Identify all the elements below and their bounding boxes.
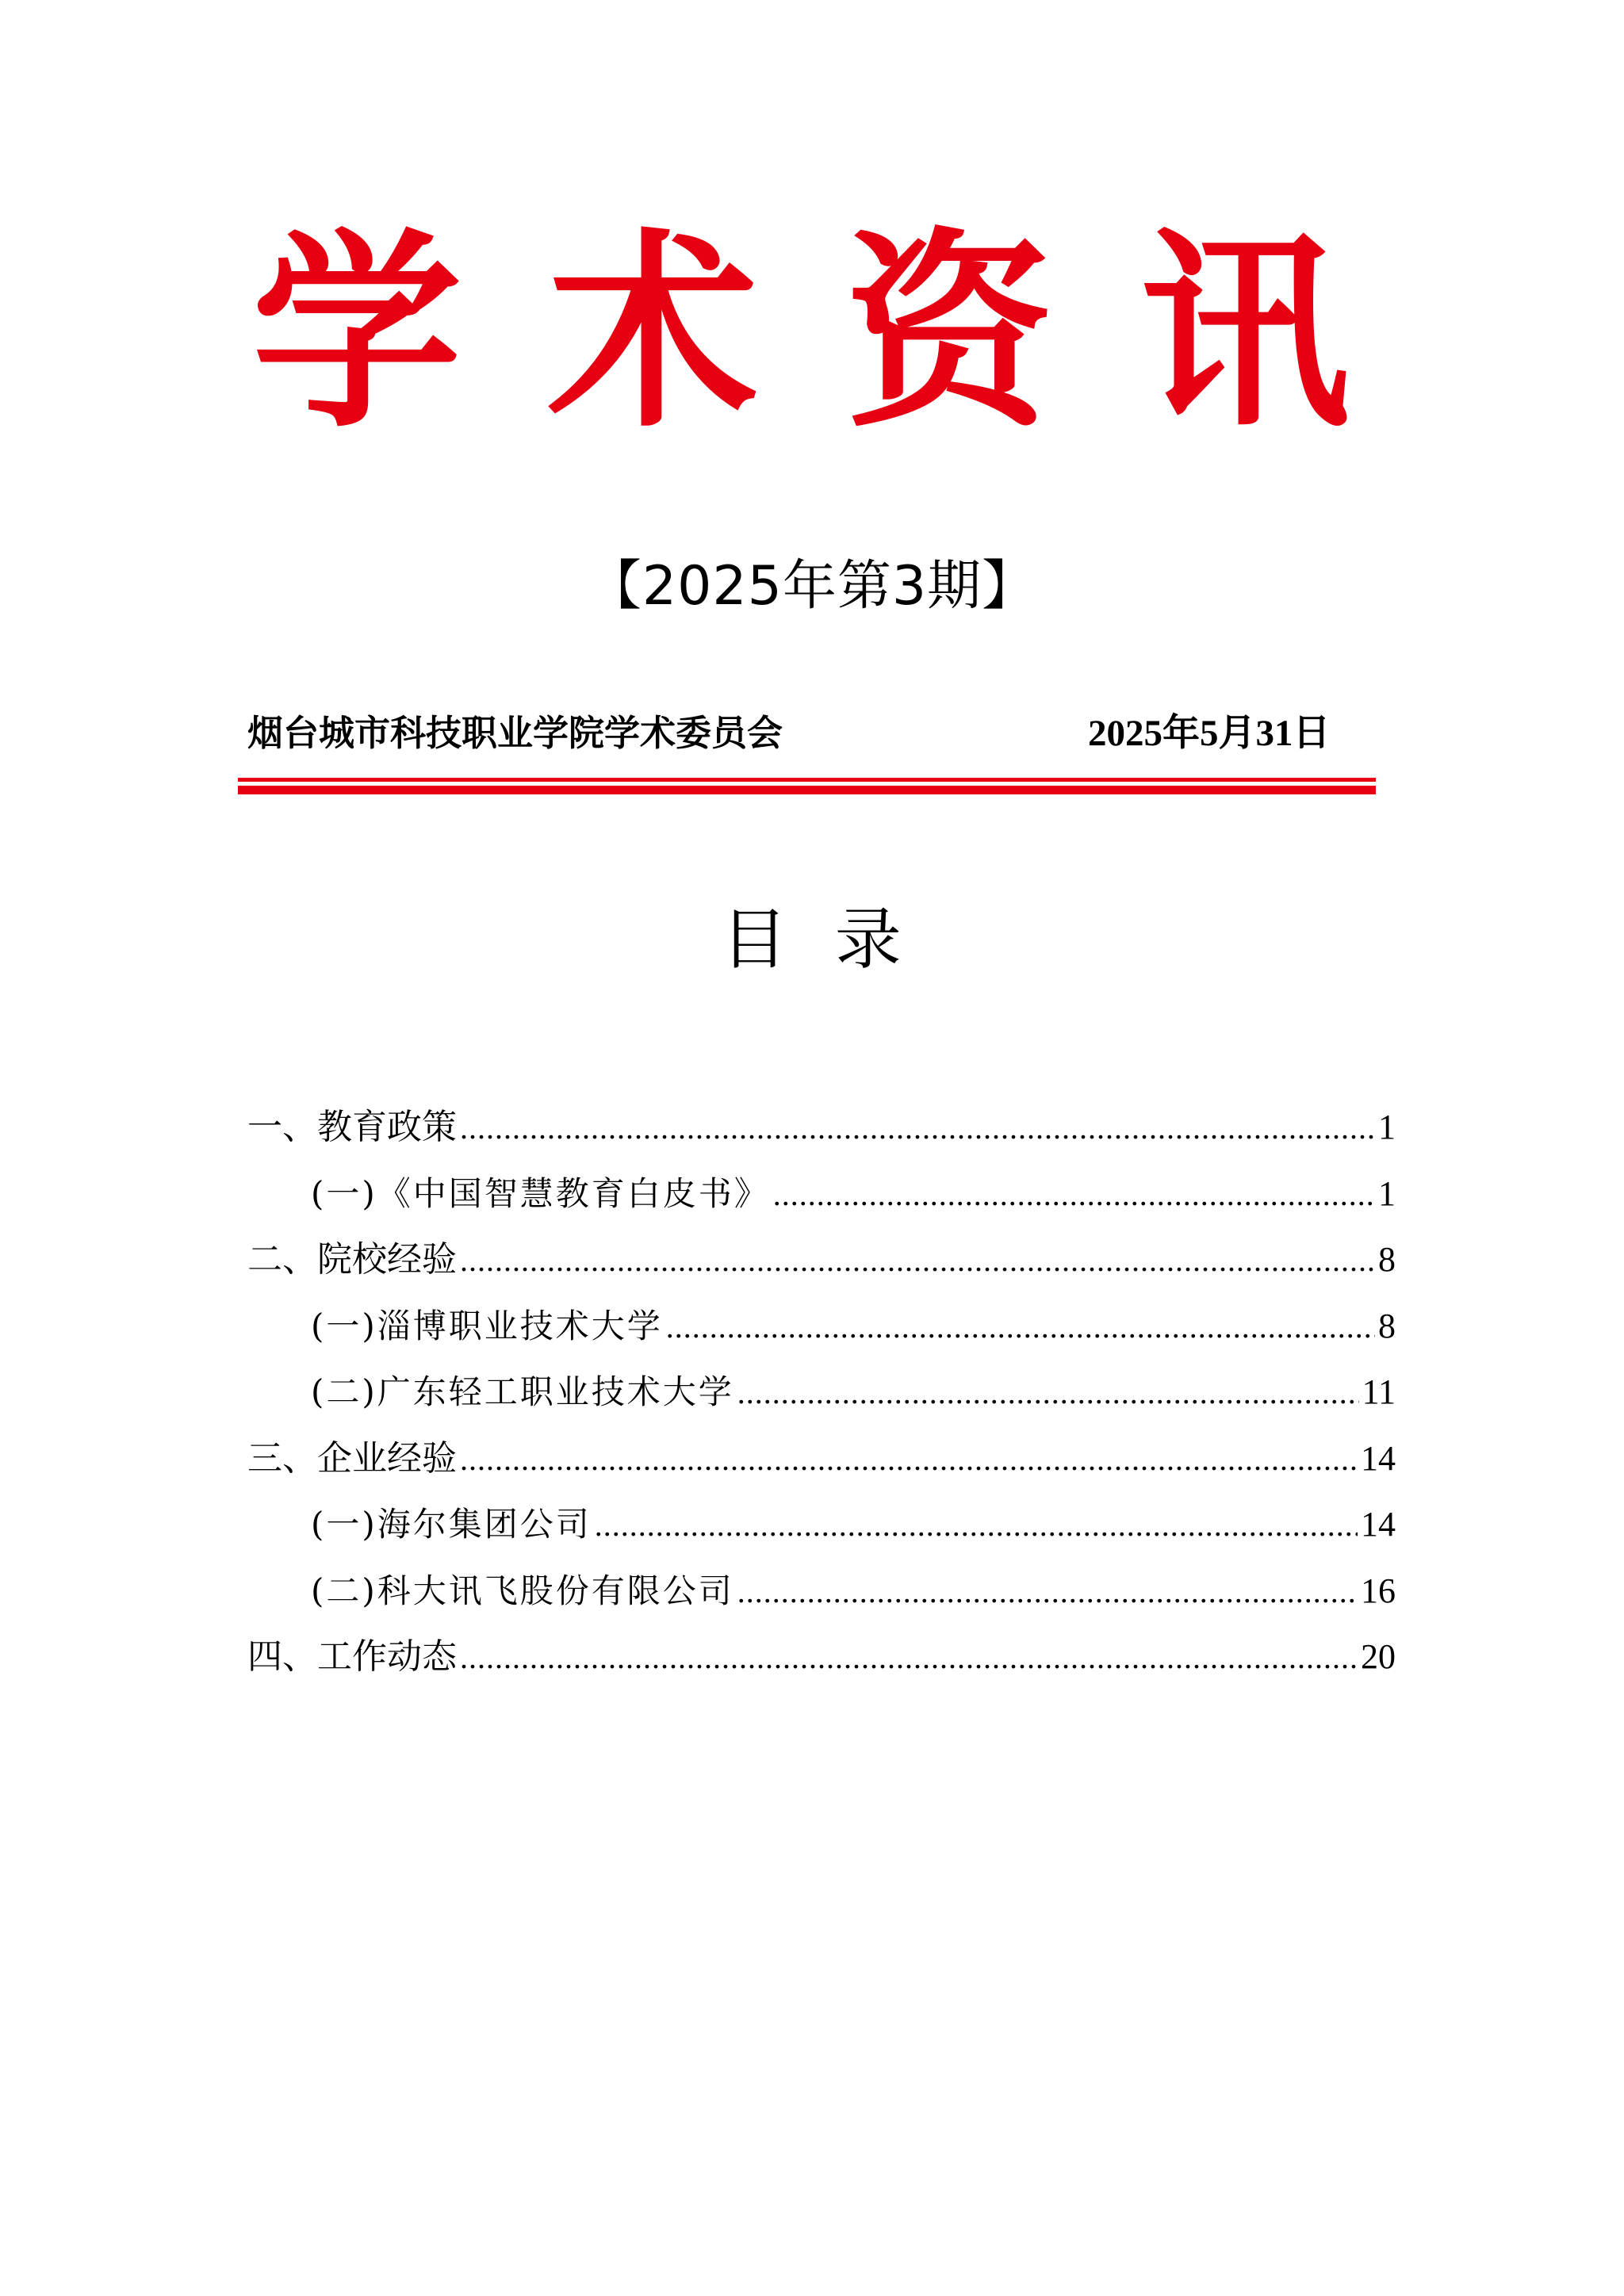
- toc-entry[interactable]: [247, 1425, 1396, 1492]
- toc-entry[interactable]: [247, 1359, 1396, 1425]
- masthead-char: 学: [251, 209, 462, 456]
- table-of-contents: [247, 1094, 1396, 1690]
- masthead-title: [238, 209, 1364, 456]
- toc-leader-dots: [460, 1227, 1375, 1294]
- toc-entry-page: 8: [1378, 1240, 1396, 1279]
- toc-entry-label: (二)科大讯飞股份有限公司: [311, 1571, 734, 1610]
- toc-entry[interactable]: [247, 1226, 1396, 1293]
- header-rule-thick: [238, 786, 1376, 794]
- toc-entry-page: 14: [1361, 1505, 1396, 1544]
- toc-entry[interactable]: [247, 1491, 1396, 1558]
- toc-entry-label: (一)海尔集团公司: [311, 1505, 592, 1544]
- header-rule-thin: [238, 778, 1376, 782]
- toc-leader-dots: [460, 1426, 1358, 1493]
- issue-number: 【2025年第3期】: [587, 555, 1037, 618]
- masthead-char: 讯: [1139, 209, 1350, 456]
- masthead-char: 资: [844, 209, 1055, 456]
- toc-leader-dots: [595, 1492, 1358, 1559]
- toc-entry[interactable]: [247, 1624, 1396, 1690]
- toc-entry-label: (二)广东轻工职业技术大学: [311, 1372, 734, 1411]
- toc-entry-page: 14: [1361, 1438, 1396, 1478]
- toc-entry[interactable]: [247, 1094, 1396, 1161]
- masthead-char: 术: [547, 209, 758, 456]
- toc-entry-page: 20: [1361, 1637, 1396, 1676]
- toc-entry-page: 16: [1361, 1571, 1396, 1610]
- toc-entry-label: (一)《中国智慧教育白皮书》: [311, 1173, 770, 1213]
- toc-entry-label: 三、企业经验: [247, 1437, 457, 1479]
- toc-entry[interactable]: [247, 1161, 1396, 1227]
- toc-entry-page: 1: [1378, 1173, 1396, 1213]
- toc-leader-dots: [737, 1360, 1359, 1426]
- toc-entry[interactable]: [247, 1293, 1396, 1360]
- publication-date: 2025年5月31日: [1088, 713, 1331, 754]
- toc-entry-label: (一)淄博职业技术大学: [311, 1306, 663, 1345]
- toc-title: 目 录: [721, 901, 903, 978]
- toc-entry-label: 一、教育政策: [247, 1107, 457, 1147]
- toc-leader-dots: [666, 1294, 1375, 1360]
- toc-leader-dots: [737, 1559, 1358, 1625]
- toc-entry-page: 11: [1362, 1372, 1396, 1411]
- toc-entry-page: 8: [1378, 1306, 1396, 1345]
- toc-entry[interactable]: [247, 1558, 1396, 1624]
- toc-leader-dots: [773, 1161, 1375, 1228]
- toc-leader-dots: [460, 1095, 1375, 1161]
- publisher-name: 烟台城市科技职业学院学术委员会: [247, 712, 783, 754]
- toc-leader-dots: [460, 1624, 1358, 1691]
- toc-entry-label: 二、院校经验: [247, 1239, 457, 1280]
- toc-entry-page: 1: [1378, 1108, 1396, 1146]
- toc-entry-label: 四、工作动态: [247, 1636, 457, 1677]
